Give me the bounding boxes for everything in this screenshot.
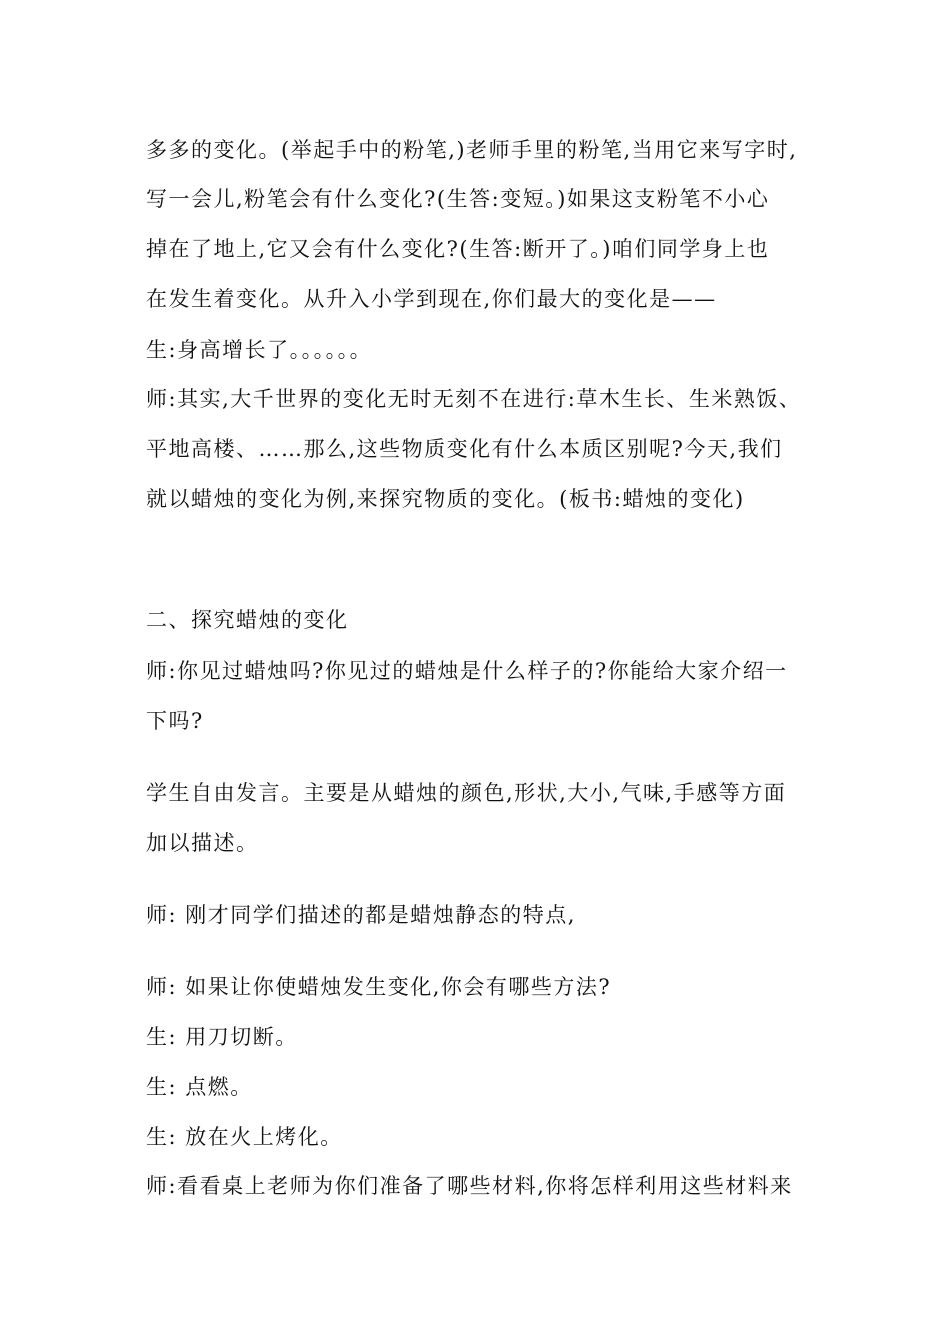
teacher-line: 师: 刚才同学们描述的都是蜡烛静态的特点, <box>146 903 576 927</box>
teacher-line: 师:你见过蜡烛吗?你见过的蜡烛是什么样子的?你能给大家介绍一 <box>146 659 788 683</box>
paragraph-line: 平地高楼、……那么,这些物质变化有什么本质区别呢?今天,我们 <box>146 437 783 461</box>
student-line: 生: 点燃。 <box>146 1075 253 1099</box>
paragraph-line: 就以蜡烛的变化为例,来探究物质的变化。(板书:蜡烛的变化) <box>146 487 745 511</box>
paragraph-line: 下吗? <box>146 709 204 733</box>
student-line: 生:身高增长了。。。。。。 <box>146 338 373 362</box>
paragraph-line: 在发生着变化。从升入小学到现在,你们最大的变化是—— <box>146 287 717 311</box>
paragraph-line: 学生自由发言。主要是从蜡烛的颜色,形状,大小,气味,手感等方面 <box>146 781 787 805</box>
student-line: 生: 放在火上烤化。 <box>146 1125 343 1149</box>
paragraph-line: 写一会儿,粉笔会有什么变化?(生答:变短。)如果这支粉笔不小心 <box>146 187 770 211</box>
teacher-line: 师:其实,大千世界的变化无时无刻不在进行:草木生长、生米熟饭、 <box>146 387 802 411</box>
paragraph-line: 多多的变化。(举起手中的粉笔,)老师手里的粉笔,当用它来写字时, <box>146 138 798 162</box>
student-line: 生: 用刀切断。 <box>146 1025 298 1049</box>
teacher-line: 师: 如果让你使蜡烛发生变化,你会有哪些方法? <box>146 975 612 999</box>
paragraph-line: 加以描述。 <box>146 831 259 855</box>
section-heading: 二、探究蜡烛的变化 <box>146 608 349 632</box>
paragraph-line: 掉在了地上,它又会有什么变化?(生答:断开了。)咱们同学身上也 <box>146 237 770 261</box>
teacher-line: 师:看看桌上老师为你们准备了哪些材料,你将怎样利用这些材料来 <box>146 1174 793 1198</box>
